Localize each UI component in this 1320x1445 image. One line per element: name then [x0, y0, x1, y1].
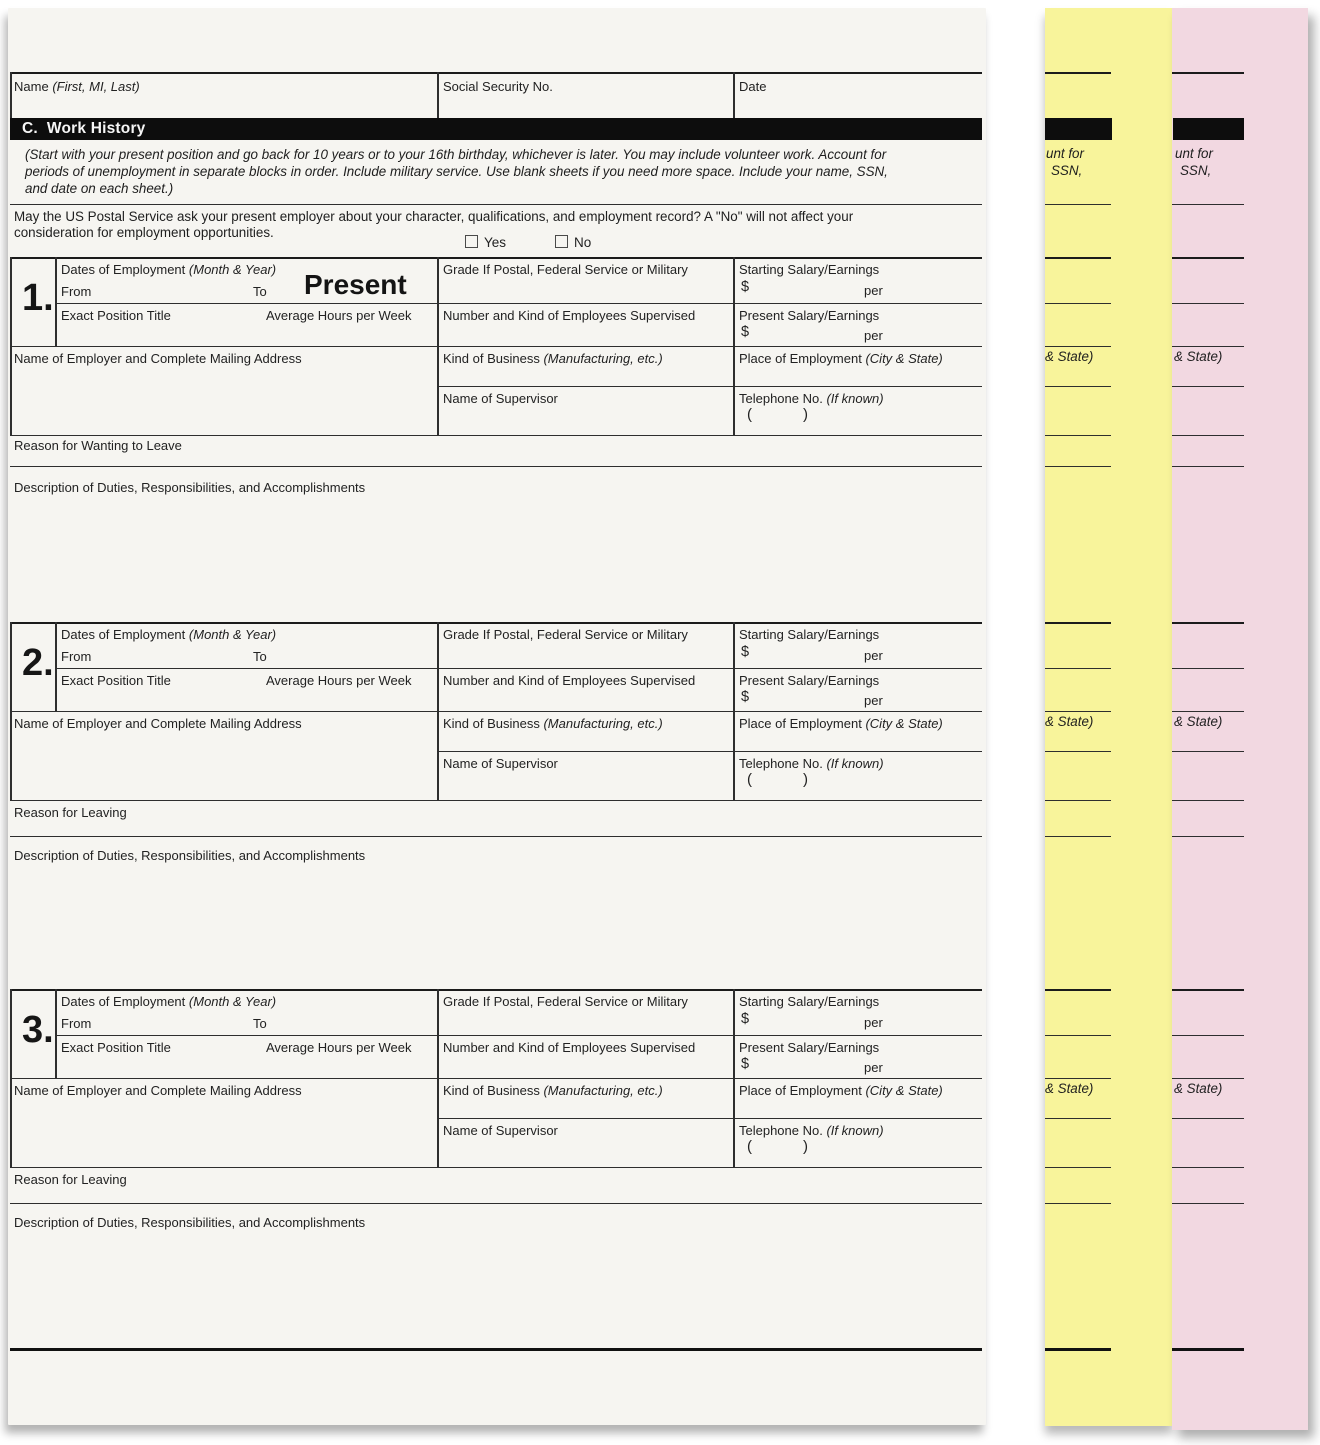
rule-fragment — [1045, 1167, 1111, 1168]
no-checkbox — [555, 235, 568, 248]
rule-fragment — [1045, 1078, 1111, 1079]
phone-paren-close: ) — [803, 1138, 808, 1155]
instructions-fragment: unt for — [1046, 146, 1084, 161]
rule-fragment — [1172, 386, 1244, 387]
rule-top — [10, 72, 982, 74]
rule-fragment — [1172, 204, 1244, 205]
per-label: per — [864, 1060, 883, 1075]
dollar-sign: $ — [741, 1056, 750, 1072]
rule-fragment — [1045, 1118, 1111, 1119]
per-label: per — [864, 693, 883, 708]
employment-block-3 — [8, 989, 986, 1167]
employer-label: Name of Employer and Complete Mailing Address — [14, 1083, 302, 1098]
question-line: May the US Postal Service ask your present employer about your character, qualifications, and employment record? A "No" will not affect your — [14, 209, 854, 224]
place-label-hint: (City & State) — [865, 716, 943, 731]
business-label-hint: (Manufacturing, etc.) — [543, 716, 663, 731]
per-label: per — [864, 1015, 883, 1030]
business-label-text: Kind of Business — [443, 1083, 540, 1098]
rule-fragment — [1172, 257, 1244, 259]
rule-fragment — [1045, 1035, 1111, 1036]
rule-fragment — [1045, 303, 1111, 304]
rule — [10, 466, 982, 467]
rule-fragment — [1045, 72, 1111, 74]
dollar-sign: $ — [741, 324, 750, 340]
employment-block-1 — [8, 257, 986, 435]
phone-paren-open: ( — [747, 771, 752, 788]
dates-of-employment-label — [61, 994, 276, 1009]
dates-label-hint: (Month & Year) — [188, 994, 277, 1009]
rule — [10, 1167, 982, 1168]
rule — [10, 989, 982, 991]
rule-fragment — [1172, 1348, 1244, 1351]
phone-paren-open: ( — [747, 406, 752, 423]
rule — [10, 836, 982, 837]
phone-label-hint: (If known) — [826, 391, 884, 406]
description-label: Description of Duties, Responsibilities, and Accomplishments — [14, 480, 366, 495]
ssn-field-label: Social Security No. — [443, 79, 553, 94]
rule — [437, 1118, 982, 1119]
from-label: From — [61, 649, 92, 664]
rule-fragment — [1172, 1118, 1244, 1119]
rule-fragment — [1172, 751, 1244, 752]
rule-fragment — [1172, 800, 1244, 801]
rule-fragment — [1045, 1203, 1111, 1204]
place-label-fragment: & State) — [1174, 349, 1223, 364]
place-label-fragment: & State) — [1045, 1081, 1094, 1096]
place-label-text: Place of Employment — [739, 351, 862, 366]
divider — [437, 72, 439, 118]
place-label-fragment: & State) — [1174, 714, 1223, 729]
rule-fragment — [1172, 466, 1244, 467]
rule-fragment — [1172, 836, 1244, 837]
instructions-line: (Start with your present position and go back for 10 years or to your 16th birthday, whichever is later. You may include volunteer work. Account for — [25, 147, 887, 162]
description-label: Description of Duties, Responsibilities, and Accomplishments — [14, 1215, 366, 1230]
dates-of-employment-label — [61, 262, 276, 277]
reason-label: Reason for Leaving — [14, 805, 127, 820]
place-label-fragment: & State) — [1045, 714, 1094, 729]
place-label-fragment: & State) — [1174, 1081, 1223, 1096]
telephone-label — [739, 1123, 884, 1138]
rule — [10, 435, 982, 436]
supervisor-label: Name of Supervisor — [443, 1123, 558, 1138]
present-salary-label: Present Salary/Earnings — [739, 308, 880, 323]
rule — [10, 204, 982, 205]
position-title-label: Exact Position Title — [61, 308, 171, 323]
dates-label-hint: (Month & Year) — [188, 262, 277, 277]
kind-of-business-label — [443, 1083, 663, 1098]
instructions-fragment: unt for — [1175, 146, 1213, 161]
per-label: per — [864, 283, 883, 298]
place-of-employment-label — [739, 716, 943, 731]
yes-checkbox — [465, 235, 478, 248]
description-label: Description of Duties, Responsibilities, and Accomplishments — [14, 848, 366, 863]
starting-salary-label: Starting Salary/Earnings — [739, 262, 880, 277]
rule-fragment — [1045, 204, 1111, 205]
place-label-fragment: & State) — [1045, 349, 1094, 364]
average-hours-label: Average Hours per Week — [266, 673, 412, 688]
section-header-bar-fragment — [1173, 118, 1244, 140]
rule — [437, 751, 982, 752]
instructions-line: periods of unemployment in separate blocks in order. Include military service. Use blank sheets if you need more space. Include your name, SSN, — [25, 164, 888, 179]
copy-sheet-pink — [1172, 8, 1308, 1430]
present-annotation: Present — [304, 269, 407, 300]
position-title-label: Exact Position Title — [61, 673, 171, 688]
employer-label: Name of Employer and Complete Mailing Address — [14, 716, 302, 731]
phone-label-text: Telephone No. — [739, 391, 823, 406]
place-label-hint: (City & State) — [865, 1083, 943, 1098]
starting-salary-label: Starting Salary/Earnings — [739, 994, 880, 1009]
employees-supervised-label: Number and Kind of Employees Supervised — [443, 308, 696, 323]
reason-label: Reason for Leaving — [14, 1172, 127, 1187]
question-line: consideration for employment opportunities. — [14, 225, 274, 240]
rule — [10, 1078, 982, 1079]
grade-label: Grade If Postal, Federal Service or Military — [443, 262, 688, 277]
dollar-sign: $ — [741, 644, 750, 660]
rule-fragment — [1045, 751, 1111, 752]
from-label: From — [61, 284, 92, 299]
employees-supervised-label: Number and Kind of Employees Supervised — [443, 673, 696, 688]
rule-fragment — [1172, 1167, 1244, 1168]
instructions-line: and date on each sheet.) — [25, 181, 174, 196]
rule-fragment — [1172, 346, 1244, 347]
supervisor-label: Name of Supervisor — [443, 756, 558, 771]
rule-fragment — [1045, 346, 1111, 347]
phone-label-hint: (If known) — [826, 756, 884, 771]
name-label-hint: (First, MI, Last) — [52, 79, 140, 94]
phone-paren-close: ) — [803, 771, 808, 788]
dates-of-employment-label — [61, 627, 276, 642]
block-number: 3. — [22, 1009, 54, 1051]
to-label: To — [253, 284, 267, 299]
supervisor-label: Name of Supervisor — [443, 391, 558, 406]
name-field-label — [14, 79, 140, 94]
rule-fragment — [1172, 668, 1244, 669]
business-label-text: Kind of Business — [443, 351, 540, 366]
section-header-bar-fragment — [1045, 118, 1112, 140]
employer-label: Name of Employer and Complete Mailing Address — [14, 351, 302, 366]
present-salary-label: Present Salary/Earnings — [739, 1040, 880, 1055]
dates-label-text: Dates of Employment — [61, 994, 186, 1009]
business-label-hint: (Manufacturing, etc.) — [543, 1083, 663, 1098]
average-hours-label: Average Hours per Week — [266, 308, 412, 323]
telephone-label — [739, 391, 884, 406]
rule-fragment — [1045, 836, 1111, 837]
rule — [10, 1203, 982, 1204]
employment-block-2 — [8, 622, 986, 800]
rule-fragment — [1172, 711, 1244, 712]
name-label-text: Name — [14, 79, 49, 94]
to-label: To — [253, 649, 267, 664]
divider — [55, 622, 57, 711]
phone-label-text: Telephone No. — [739, 756, 823, 771]
dollar-sign: $ — [741, 1011, 750, 1027]
dates-label-text: Dates of Employment — [61, 627, 186, 642]
present-salary-label: Present Salary/Earnings — [739, 673, 880, 688]
form-sheet-white — [8, 8, 986, 1425]
rule — [55, 1035, 982, 1036]
rule-fragment — [1045, 1348, 1111, 1351]
place-of-employment-label — [739, 351, 943, 366]
section-header-bar — [10, 118, 982, 140]
place-of-employment-label — [739, 1083, 943, 1098]
rule-fragment — [1045, 435, 1111, 436]
starting-salary-label: Starting Salary/Earnings — [739, 627, 880, 642]
rule-fragment — [1045, 800, 1111, 801]
business-label-text: Kind of Business — [443, 716, 540, 731]
rule-fragment — [1172, 303, 1244, 304]
rule — [10, 711, 982, 712]
rule — [55, 668, 982, 669]
per-label: per — [864, 328, 883, 343]
rule — [55, 303, 982, 304]
phone-paren-open: ( — [747, 1138, 752, 1155]
rule-fragment — [1045, 257, 1111, 259]
instructions-fragment: SSN, — [1180, 163, 1212, 178]
divider — [10, 72, 12, 118]
place-label-hint: (City & State) — [865, 351, 943, 366]
rule-fragment — [1172, 435, 1244, 436]
rule-fragment — [1045, 386, 1111, 387]
rule — [10, 257, 982, 259]
dates-label-text: Dates of Employment — [61, 262, 186, 277]
divider — [55, 989, 57, 1078]
grade-label: Grade If Postal, Federal Service or Military — [443, 994, 688, 1009]
dates-label-hint: (Month & Year) — [188, 627, 277, 642]
average-hours-label: Average Hours per Week — [266, 1040, 412, 1055]
employer-contact-question — [14, 209, 853, 241]
rule — [10, 346, 982, 347]
to-label: To — [253, 1016, 267, 1031]
rule-fragment — [1172, 72, 1244, 74]
kind-of-business-label — [443, 716, 663, 731]
dollar-sign: $ — [741, 689, 750, 705]
dollar-sign: $ — [741, 279, 750, 295]
instructions — [25, 146, 888, 197]
section-title: C. Work History — [22, 120, 146, 137]
employees-supervised-label: Number and Kind of Employees Supervised — [443, 1040, 696, 1055]
date-field-label: Date — [739, 79, 767, 94]
phone-label-text: Telephone No. — [739, 1123, 823, 1138]
block-number: 2. — [22, 642, 54, 684]
rule-fragment — [1045, 622, 1111, 624]
copy-sheet-yellow — [1045, 8, 1172, 1426]
rule — [10, 622, 982, 624]
divider — [55, 257, 57, 346]
place-label-text: Place of Employment — [739, 716, 862, 731]
place-label-text: Place of Employment — [739, 1083, 862, 1098]
block-number: 1. — [22, 277, 54, 319]
divider — [733, 72, 735, 118]
rule-bottom — [10, 1348, 982, 1351]
phone-label-hint: (If known) — [826, 1123, 884, 1138]
rule-fragment — [1045, 668, 1111, 669]
rule-fragment — [1045, 989, 1111, 991]
business-label-hint: (Manufacturing, etc.) — [543, 351, 663, 366]
rule-fragment — [1045, 466, 1111, 467]
per-label: per — [864, 648, 883, 663]
phone-paren-close: ) — [803, 406, 808, 423]
rule-fragment — [1172, 622, 1244, 624]
rule — [10, 800, 982, 801]
rule-fragment — [1172, 1078, 1244, 1079]
rule-fragment — [1045, 711, 1111, 712]
telephone-label — [739, 756, 884, 771]
rule-fragment — [1172, 1203, 1244, 1204]
instructions-fragment: SSN, — [1051, 163, 1083, 178]
rule-fragment — [1172, 989, 1244, 991]
position-title-label: Exact Position Title — [61, 1040, 171, 1055]
kind-of-business-label — [443, 351, 663, 366]
yes-checkbox-label: Yes — [484, 235, 507, 250]
from-label: From — [61, 1016, 92, 1031]
rule-fragment — [1172, 1035, 1244, 1036]
rule — [437, 386, 982, 387]
reason-label: Reason for Wanting to Leave — [14, 438, 182, 453]
no-checkbox-label: No — [574, 235, 592, 250]
grade-label: Grade If Postal, Federal Service or Military — [443, 627, 688, 642]
